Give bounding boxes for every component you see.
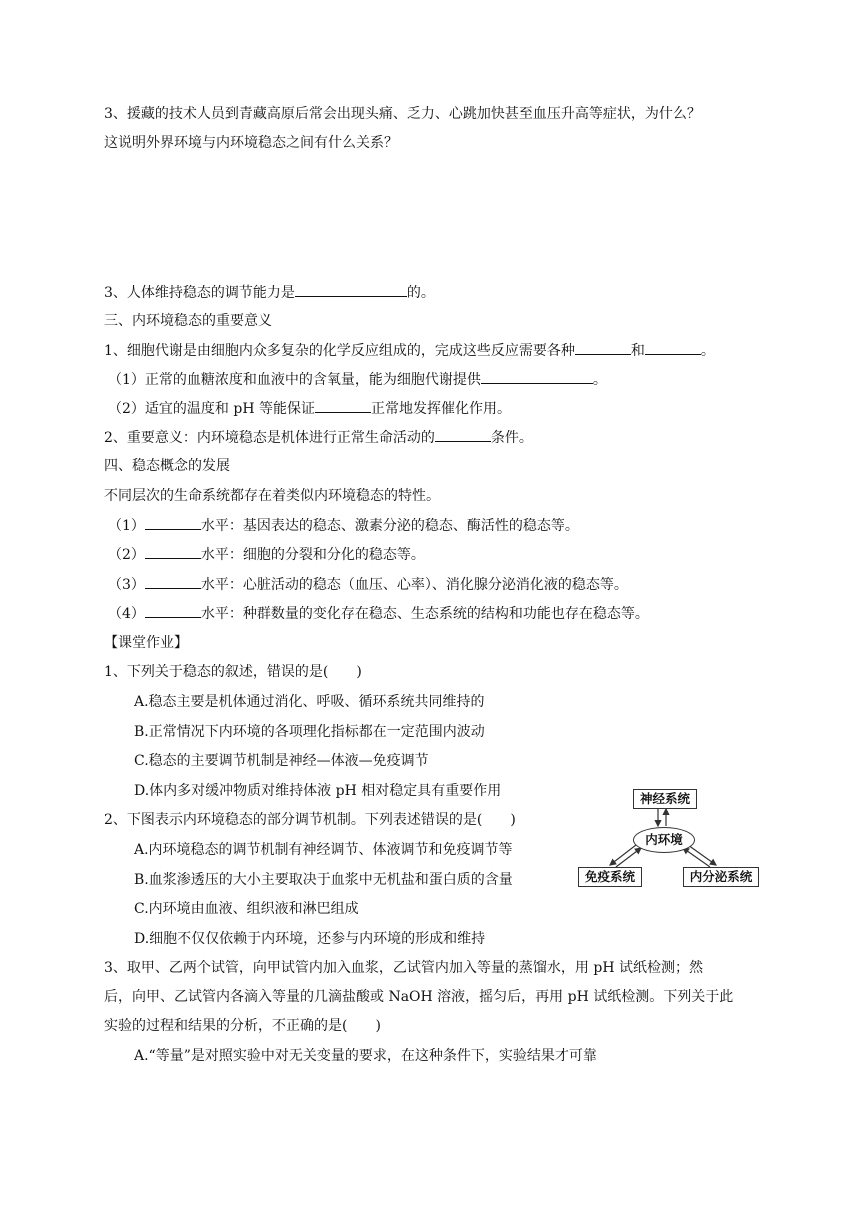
answer-blank[interactable] xyxy=(145,544,201,559)
sentence-prefix: （2）适宜的温度和 pH 等能保证 xyxy=(108,401,315,417)
answer-blank[interactable] xyxy=(145,515,201,530)
answer-blank[interactable] xyxy=(145,603,201,618)
option-a[interactable]: A.“等量”是对照实验中对无关变量的要求，在这种条件下，实验结果才可靠 xyxy=(134,1048,597,1064)
option-d[interactable]: D.体内多对缓冲物质对维持体液 pH 相对稳定具有重要作用 xyxy=(134,783,502,799)
answer-blank[interactable] xyxy=(481,369,593,384)
option-a[interactable]: A.稳态主要是机体通过消化、呼吸、循环系统共同维持的 xyxy=(134,694,485,710)
sentence-mid: 和 xyxy=(630,343,645,359)
answer-blank[interactable] xyxy=(295,282,407,297)
regulation-diagram xyxy=(578,787,760,891)
answer-blank[interactable] xyxy=(435,427,491,442)
level-number: （4） xyxy=(108,606,145,622)
fill-in-sentence xyxy=(104,427,533,448)
level-item xyxy=(108,603,649,624)
sentence-prefix: （1）正常的血糖浓度和血液中的含氧量，能为细胞代谢提供 xyxy=(108,372,481,388)
node-internal-environment: 内环境 xyxy=(633,827,695,853)
node-endocrine-system: 内分泌系统 xyxy=(683,867,759,887)
node-immune-system: 免疫系统 xyxy=(578,867,642,887)
sentence-suffix: 正常地发挥催化作用。 xyxy=(370,401,511,417)
homework-heading: 【课堂作业】 xyxy=(104,635,188,651)
option-c[interactable]: C.内环境由血液、组织液和淋巴组成 xyxy=(134,901,359,917)
fill-in-sentence xyxy=(104,282,435,303)
question-stem-line: 3、取甲、乙两个试管，向甲试管内加入血浆，乙试管内加入等量的蒸馏水，用 pH 试纸检测；然 xyxy=(104,960,703,976)
option-b[interactable]: B.正常情况下内环境的各项理化指标都在一定范围内波动 xyxy=(134,724,485,740)
sentence-prefix: 3、人体维持稳态的调节能力是 xyxy=(104,285,295,301)
level-number: （2） xyxy=(108,547,145,563)
fill-in-sentence xyxy=(108,398,511,419)
level-text: 水平：心脏活动的稳态（血压、心率）、消化腺分泌消化液的稳态等。 xyxy=(200,577,628,593)
node-nervous-system: 神经系统 xyxy=(633,789,697,809)
section-heading: 三、内环境稳态的重要意义 xyxy=(104,313,272,329)
level-item xyxy=(108,544,425,565)
fill-in-sentence xyxy=(108,369,607,390)
sentence-suffix: 条件。 xyxy=(490,430,533,446)
answer-blank[interactable] xyxy=(315,398,371,413)
answer-blank[interactable] xyxy=(145,574,201,589)
sentence-suffix: 。 xyxy=(700,343,715,359)
option-a[interactable]: A.内环境稳态的调节机制有神经调节、体液调节和免疫调节等 xyxy=(134,842,513,858)
level-number: （1） xyxy=(108,518,145,534)
sentence-suffix: 的。 xyxy=(406,285,435,301)
option-c[interactable]: C.稳态的主要调节机制是神经—体液—免疫调节 xyxy=(134,753,429,769)
question-text-line: 这说明外界环境与内环境稳态之间有什么关系？ xyxy=(104,135,398,151)
question-stem: 2、下图表示内环境稳态的部分调节机制。下列表述错误的是( ) xyxy=(104,812,516,828)
section-intro: 不同层次的生命系统都存在着类似内环境稳态的特性。 xyxy=(104,488,440,504)
level-number: （3） xyxy=(108,577,145,593)
level-item xyxy=(108,515,579,536)
level-text: 水平：细胞的分裂和分化的稳态等。 xyxy=(200,547,425,563)
level-item xyxy=(108,574,628,595)
answer-blank[interactable] xyxy=(575,340,631,355)
option-d[interactable]: D.细胞不仅仅依赖于内环境，还参与内环境的形成和维持 xyxy=(134,931,486,947)
fill-in-sentence xyxy=(104,340,715,361)
option-b[interactable]: B.血浆渗透压的大小主要取决于血浆中无机盐和蛋白质的含量 xyxy=(134,872,513,888)
section-heading: 四、稳态概念的发展 xyxy=(104,458,230,474)
question-stem: 1、下列关于稳态的叙述，错误的是( ) xyxy=(104,664,362,680)
level-text: 水平：基因表达的稳态、激素分泌的稳态、酶活性的稳态等。 xyxy=(200,518,579,534)
answer-blank[interactable] xyxy=(645,340,701,355)
question-stem-line: 实验的过程和结果的分析，不正确的是( ) xyxy=(104,1018,381,1034)
question-text-line: 3、援藏的技术人员到青藏高原后常会出现头痛、乏力、心跳加快甚至血压升高等症状，为什么？ xyxy=(104,106,701,122)
sentence-prefix: 2、重要意义：内环境稳态是机体进行正常生命活动的 xyxy=(104,430,435,446)
level-text: 水平：种群数量的变化存在稳态、生态系统的结构和功能也存在稳态等。 xyxy=(200,606,649,622)
sentence-prefix: 1、细胞代谢是由细胞内众多复杂的化学反应组成的，完成这些反应需要各种 xyxy=(104,343,575,359)
sentence-suffix: 。 xyxy=(592,372,607,388)
question-stem-line: 后，向甲、乙试管内各滴入等量的几滴盐酸或 NaOH 溶液，摇匀后，再用 pH 试纸检测。下列关于此 xyxy=(104,989,734,1005)
